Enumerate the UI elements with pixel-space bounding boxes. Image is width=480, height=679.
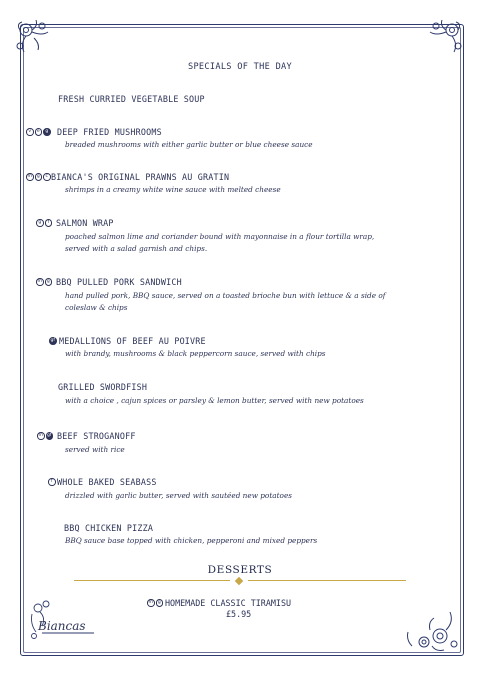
page-title: SPECIALS OF THE DAY xyxy=(187,62,292,72)
item-name: GRILLED SWORDFISH xyxy=(58,382,148,392)
dessert-name: HOMEMADE CLASSIC TIRAMISU xyxy=(165,598,292,608)
fish-icon: f xyxy=(45,219,53,227)
allergen-icons xyxy=(49,337,57,345)
allergen-icons xyxy=(36,278,52,286)
egg-icon: e xyxy=(35,128,43,136)
item-name: BBQ CHICKEN PIZZA xyxy=(64,523,154,533)
milk-icon: m xyxy=(37,279,42,284)
gluten-free-icon: gf xyxy=(47,433,52,438)
item-name: SALMON WRAP xyxy=(56,218,114,228)
item-description: drizzled with garlic butter, served with sautéed new potatoes xyxy=(65,491,293,500)
allergen-icons xyxy=(147,599,163,607)
item-description: served with rice xyxy=(65,445,125,454)
item-name: DEEP FRIED MUSHROOMS xyxy=(57,127,162,137)
allergen-icons xyxy=(26,128,51,136)
desserts-heading: DESSERTS xyxy=(207,564,273,576)
vegetarian-icon: v xyxy=(26,128,34,136)
item-name: BIANCA'S ORIGINAL PRAWNS AU GRATIN xyxy=(51,172,230,182)
item-description: BBQ sauce base topped with chicken, pepperoni and mixed peppers xyxy=(65,536,318,545)
floral-corner-top-right-icon xyxy=(420,18,466,64)
floral-corner-top-left-icon xyxy=(14,18,60,64)
allergen-icons xyxy=(37,432,53,440)
milk-icon: m xyxy=(38,433,43,438)
item-name: MEDALLIONS OF BEEF AU POIVRE xyxy=(59,336,206,346)
floral-corner-bottom-right-icon xyxy=(400,606,462,656)
item-description: shrimps in a creamy white wine sauce with melted cheese xyxy=(65,185,281,194)
fish-icon: f xyxy=(48,478,56,486)
item-name: WHOLE BAKED SEABASS xyxy=(57,477,157,487)
allergen-icons xyxy=(48,478,56,486)
item-description: with a choice , cajun spices or parsley & lemon butter, served with new potatoes xyxy=(65,396,364,405)
gold-divider-right xyxy=(248,580,406,581)
gluten-icon: g xyxy=(45,278,53,286)
item-name: BEEF STROGANOFF xyxy=(57,431,136,441)
crustacean-icon: c xyxy=(43,173,51,181)
item-description: hand pulled pork, BBQ sauce, served on a toasted brioche bun with lettuce & a side of coleslaw & chips xyxy=(65,291,386,312)
allergen-icons xyxy=(26,173,51,181)
milk-icon: m xyxy=(148,600,153,605)
item-name: FRESH CURRIED VEGETABLE SOUP xyxy=(58,94,205,104)
allergen-icons xyxy=(36,219,52,227)
item-description: with brandy, mushrooms & black peppercorn sauce, served with chips xyxy=(65,349,326,358)
item-description: poached salmon lime and coriander bound with mayonnaise in a flour tortilla wrap, served with a salad garnish and chips. xyxy=(65,232,375,253)
gluten-icon: g xyxy=(36,219,44,227)
gluten-free-icon: gf xyxy=(50,338,55,343)
gluten-icon: g xyxy=(35,173,43,181)
milk-icon: m xyxy=(27,174,32,179)
dessert-price: £5.95 xyxy=(226,609,252,619)
gluten-icon: g xyxy=(156,599,164,607)
logo-text: Biancas xyxy=(38,619,86,633)
gluten-icon: g xyxy=(43,128,51,136)
gold-divider-left xyxy=(74,580,230,581)
item-description: breaded mushrooms with either garlic butter or blue cheese sauce xyxy=(65,140,313,149)
item-name: BBQ PULLED PORK SANDWICH xyxy=(56,277,182,287)
